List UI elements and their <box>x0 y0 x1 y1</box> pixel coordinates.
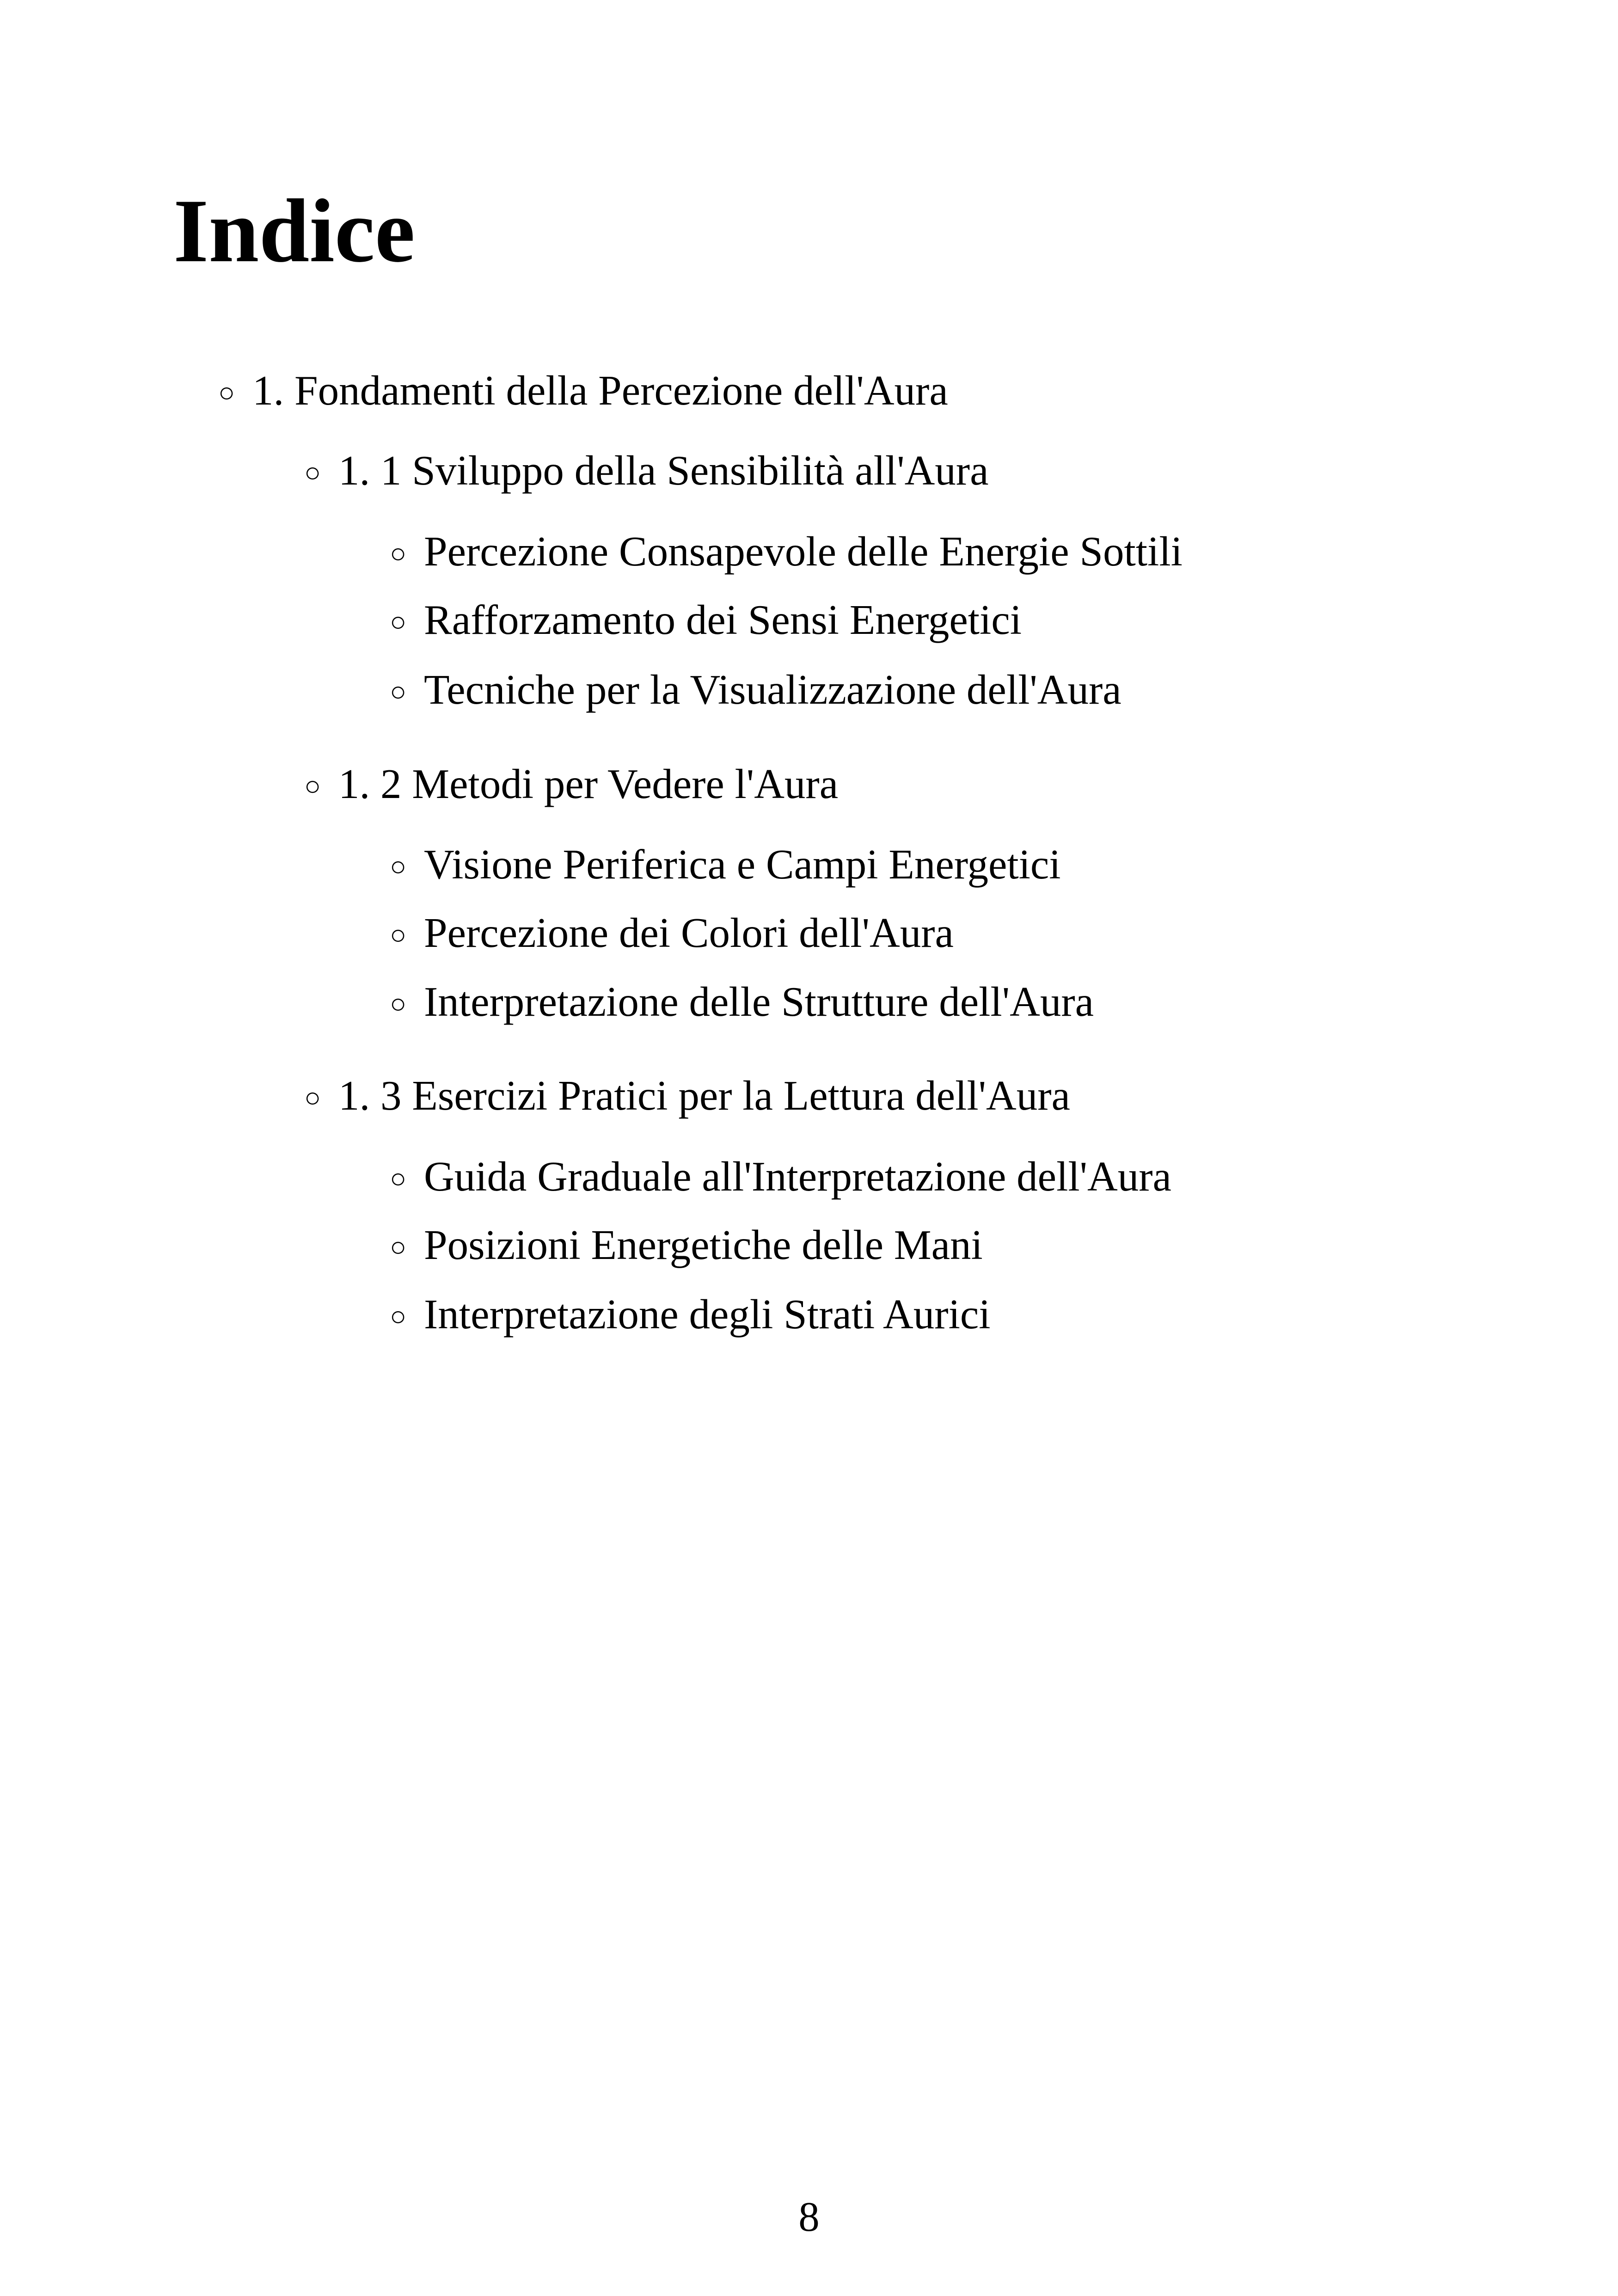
toc-section-1-1[interactable] <box>304 443 989 498</box>
bullet-icon: ○ <box>390 1232 407 1262</box>
bullet-icon: ○ <box>304 1082 321 1113</box>
toc-item[interactable] <box>390 837 1061 892</box>
bullet-icon: ○ <box>390 1301 407 1332</box>
bullet-icon: ○ <box>390 1163 407 1194</box>
toc-item-label: Percezione dei Colori dell'Aura <box>424 909 954 956</box>
toc-item[interactable] <box>390 1217 983 1273</box>
bullet-icon: ○ <box>390 676 407 707</box>
toc-section-label: 1. 2 Metodi per Vedere l'Aura <box>338 761 839 807</box>
bullet-icon: ○ <box>218 377 235 408</box>
toc-item[interactable] <box>390 1149 1171 1204</box>
page-title: Indice <box>173 181 415 281</box>
toc-item-label: Rafforzamento dei Sensi Energetici <box>424 596 1022 643</box>
bullet-icon: ○ <box>390 988 407 1019</box>
toc-item[interactable] <box>390 974 1094 1030</box>
toc-item[interactable] <box>390 662 1122 718</box>
toc-item-label: Guida Graduale all'Interpretazione dell'Aura <box>424 1153 1171 1200</box>
toc-item-label: Percezione Consapevole delle Energie Sottili <box>424 528 1183 575</box>
toc-item[interactable] <box>390 905 954 961</box>
bullet-icon: ○ <box>390 538 407 569</box>
toc-item[interactable] <box>390 1287 991 1342</box>
bullet-icon: ○ <box>390 851 407 882</box>
toc-item[interactable] <box>390 524 1183 579</box>
bullet-icon: ○ <box>390 920 407 950</box>
toc-item-label: Tecniche per la Visualizzazione dell'Aura <box>424 666 1122 713</box>
bullet-icon: ○ <box>390 607 407 637</box>
toc-section-label: 1. 3 Esercizi Pratici per la Lettura dell'Aura <box>338 1072 1070 1119</box>
bullet-icon: ○ <box>304 771 321 801</box>
toc-item[interactable] <box>390 592 1022 648</box>
toc-chapter-1[interactable] <box>218 363 948 418</box>
toc-item-label: Interpretazione degli Strati Aurici <box>424 1291 991 1338</box>
toc-item-label: Interpretazione delle Strutture dell'Aura <box>424 978 1094 1025</box>
toc-item-label: Posizioni Energetiche delle Mani <box>424 1222 983 1268</box>
toc-chapter-label: 1. Fondamenti della Percezione dell'Aura <box>252 367 948 414</box>
bullet-icon: ○ <box>304 457 321 488</box>
page-number: 8 <box>798 2193 820 2240</box>
toc-item-label: Visione Periferica e Campi Energetici <box>424 841 1061 888</box>
toc-section-label: 1. 1 Sviluppo della Sensibilità all'Aura <box>338 447 989 494</box>
toc-section-1-3[interactable] <box>304 1068 1070 1123</box>
toc-section-1-2[interactable] <box>304 756 838 812</box>
